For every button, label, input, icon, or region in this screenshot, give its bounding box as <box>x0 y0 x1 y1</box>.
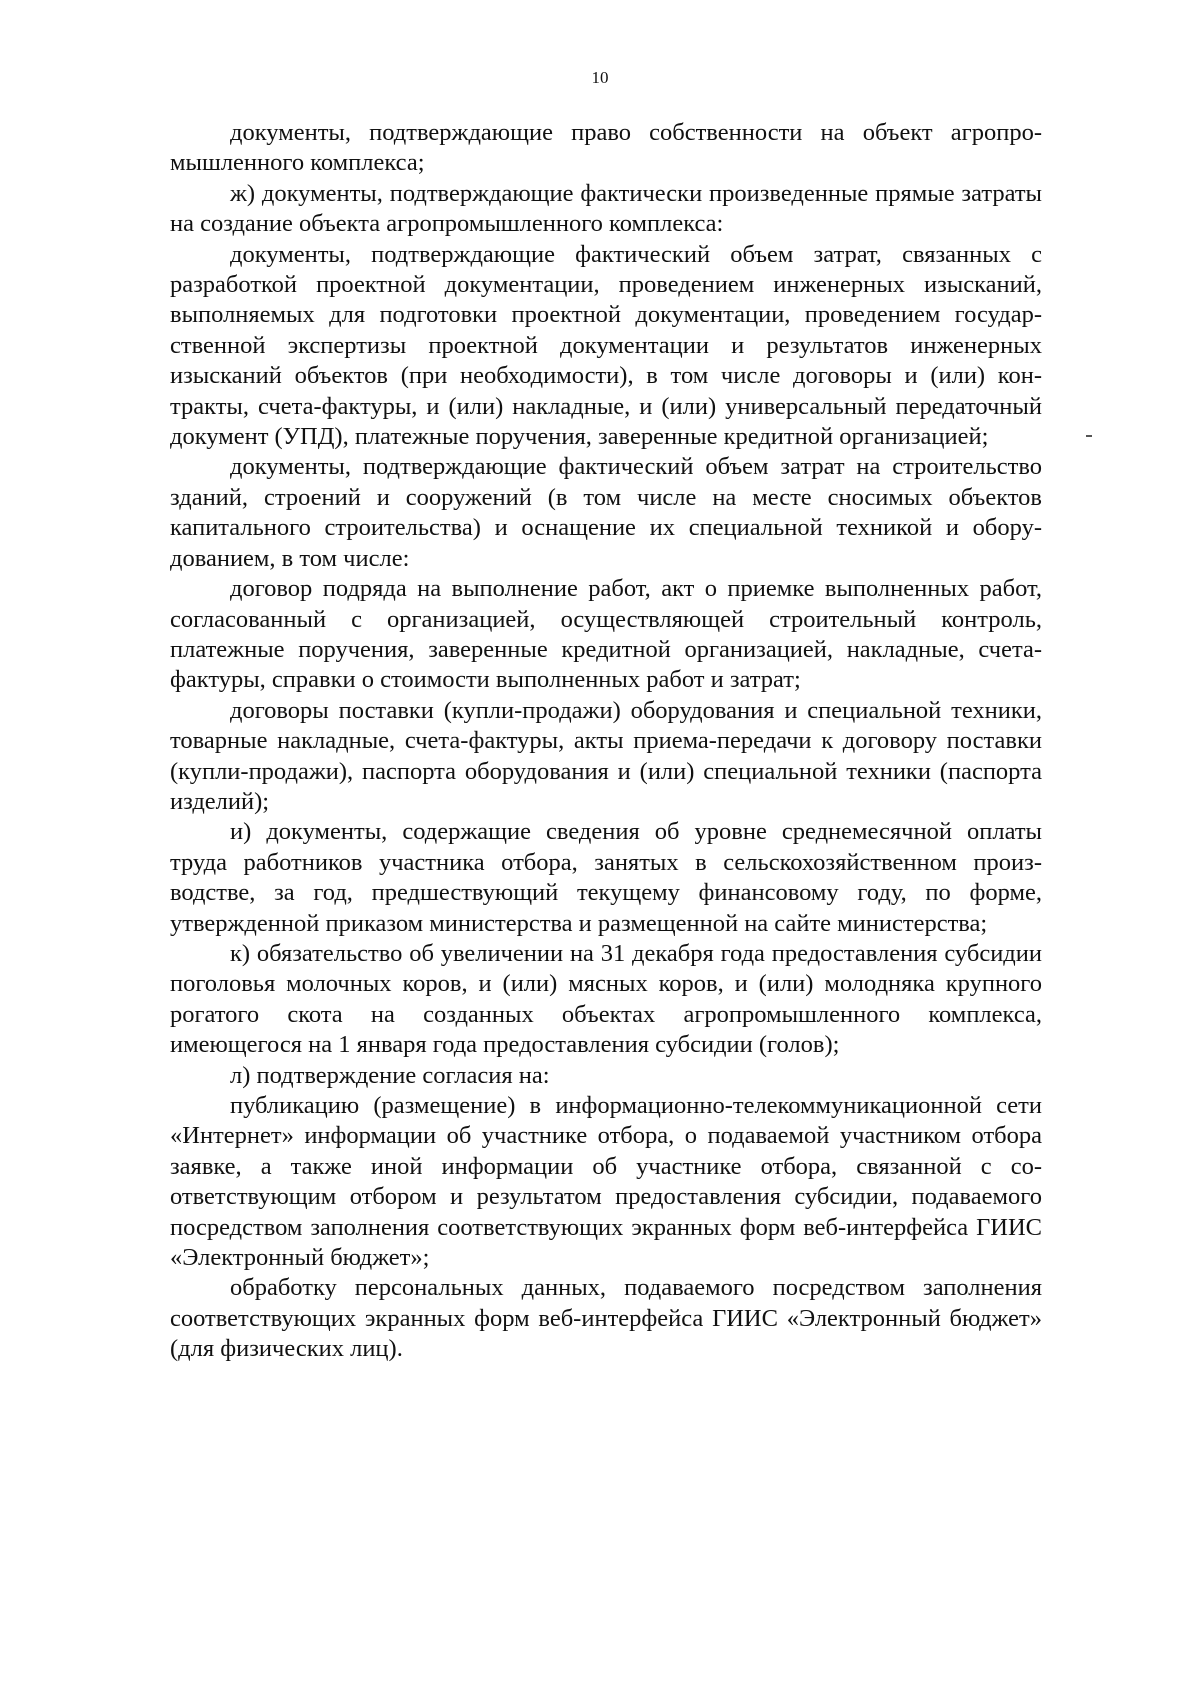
paragraph-contract-documents: договор подряда на выполнение работ, акт о приемке выполненных работ, согласованный с организацией, осуществляющей строительный контроль, платежные поручения, заверенные кредитной организацией, накладные, счета-фактуры, справки о стоимости выполненных работ и затрат; <box>170 575 1042 694</box>
paragraph-ownership-documents: документы, подтверждающие право собственности на объект агропромышленного комплекса; <box>170 119 1042 177</box>
paragraph-design-costs: документы, подтверждающие фактический объем затрат, связанных с разработкой проектной документации, проведением инженерных изысканий, выполняемых для подготовки проектной документации, проведением государственной экспертизы проектной документации и результатов инженерных изысканий объектов (при необходимости), в том числе договоры и (или) контракты, счета-фактуры, и (или) накладные, и (или) универсальный передаточный документ (УПД), платежные поручения, заверенные кредитной организацией; <box>170 240 1042 451</box>
paragraph-publication-consent: публикацию (размещение) в информационно-телекоммуникационной сети «Интернет» информации об участнике отбора, о подаваемой участником отбора заявке, а также иной информации об участнике отбора, связанной с соответствующим отбором и результатом предоставления субсидии, подаваемого посредством заполнения соответствующих экранных форм веб-интерфейса ГИИС «Электронный бюджет»; <box>170 1092 1042 1272</box>
paragraph-construction-costs: документы, подтверждающие фактический объем затрат на строительство зданий, строений и сооружений (в том числе на месте сносимых объектов капитального строительства) и оснащение их специальной техникой и оборудованием, в том числе: <box>170 453 1042 572</box>
scan-mark <box>1086 435 1092 437</box>
paragraph-item-zh: ж) документы, подтверждающие фактически произведенные прямые затраты на создание объекта агропромышленного комплекса: <box>170 179 1042 238</box>
paragraph-item-k: к) обязательство об увеличении на 31 декабря года предоставления субсидии поголовья молочных коров, и (или) мясных коров, и (или) молодняка крупного рогатого скота на созданных объектах агропромышленного комплекса, имеющегося на 1 января года предоставления субсидии (голов); <box>170 939 1042 1059</box>
document-body <box>170 118 1042 1365</box>
paragraph-item-i: и) документы, содержащие сведения об уровне среднемесячной оплаты труда работников участника отбора, занятых в сельскохозяйственном производстве, за год, предшествующий текущему финансовому году, по форме, утвержденной приказом министерства и размещенной на сайте министерства; <box>170 818 1042 937</box>
paragraph-personal-data-consent: обработку персональных данных, подаваемого посредством заполнения соответствующих экранных форм веб-интерфейса ГИИС «Электронный бюджет» (для физических лиц). <box>170 1274 1042 1363</box>
page-number: 10 <box>591 68 609 87</box>
paragraph-supply-contracts: договоры поставки (купли-продажи) оборудования и специальной техники, товарные накладные, счета-фактуры, акты приема-передачи к договору поставки (купли-продажи), паспорта оборудования и (или) специальной техники (паспорта изделий); <box>170 696 1042 815</box>
paragraph-item-l: л) подтверждение согласия на: <box>230 1061 550 1089</box>
